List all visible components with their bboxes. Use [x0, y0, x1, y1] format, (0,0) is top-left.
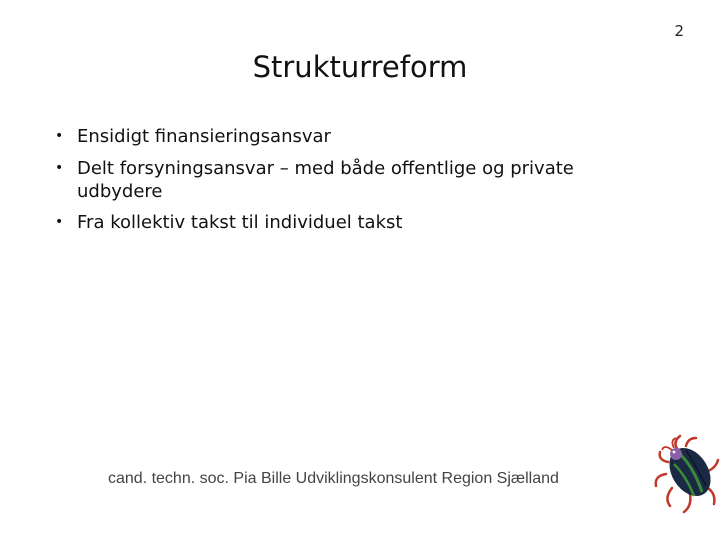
bullet-item: [50, 211, 650, 234]
bullet-text: Fra kollektiv takst til individuel takst: [77, 212, 403, 233]
slide-footer: cand. techn. soc. Pia Bille Udviklingskonsulent Region Sjælland: [108, 470, 559, 487]
bullet-marker: •: [55, 214, 64, 230]
beetle-icon: [650, 432, 720, 514]
bullet-list: [50, 125, 650, 243]
bullet-marker: •: [55, 128, 64, 144]
bullet-item: [50, 125, 650, 148]
bullet-text: Ensidigt finansieringsansvar: [77, 126, 331, 147]
bullet-item: [50, 157, 650, 203]
bullet-text: Delt forsyningsansvar – med både offentlige og private udbydere: [77, 158, 574, 202]
bullet-marker: •: [55, 160, 64, 176]
slide-title: Strukturreform: [252, 50, 468, 84]
page-number: 2: [674, 22, 684, 40]
